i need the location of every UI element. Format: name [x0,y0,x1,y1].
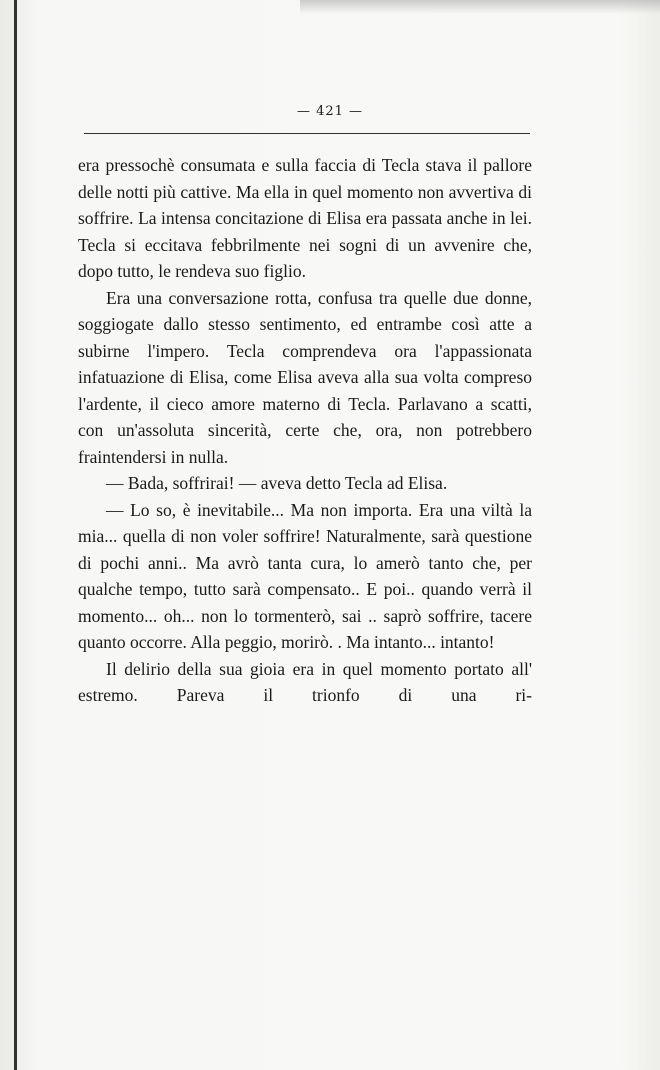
paragraph-2: Era una conversazione rotta, confusa tra quelle due donne, soggiogate dallo stesso sentimento, ed entrambe così atte a subirne l'impero. Tecla comprendeva ora l'appassionata infatuazione di Elisa, come Elisa aveva alla sua volta compreso l'ardente, il cieco amore materno di Tecla. Parlavano a scatti, con un'assoluta sincerità, certe che, ora, non potrebbero fraintendersi in nulla. [78,287,532,467]
page-number: — 421 — [296,104,364,119]
paragraph-4: — Lo so, è inevitabile... Ma non importa. Era una viltà la mia... quella di non voler soffrire! Naturalmente, sarà questione di pochi anni.. Ma avrò tanta cura, lo amerò tanto che, per qualche tempo, tutto sarà compensato.. E poi.. quando verrà il momento... oh... non lo tormenterò, sai .. saprò soffrire, tacere quanto occorre. Alla peggio, morirò. . Ma intanto... intanto! [78,499,532,652]
binding-edge [14,0,17,1070]
paragraph-5: Il delirio della sua gioia era in quel momento portato all' estremo. Pareva il trionfo di una ri- [78,658,532,705]
body-text [78,152,532,709]
header-rule [84,133,530,134]
scan-smudge [300,0,660,14]
paragraph-1: era pressochè consumata e sulla faccia di Tecla stava il pallore delle notti più cattive. Ma ella in quel momento non avvertiva di soffrire. La intensa concitazione di Elisa era passata anche in lei. Tecla si eccitava febbrilmente nei sogni di un avvenire che, dopo tutto, le rendeva suo figlio. [78,155,532,281]
paragraph-3: — Bada, soffrirai! — aveva detto Tecla ad Elisa. [106,473,448,493]
